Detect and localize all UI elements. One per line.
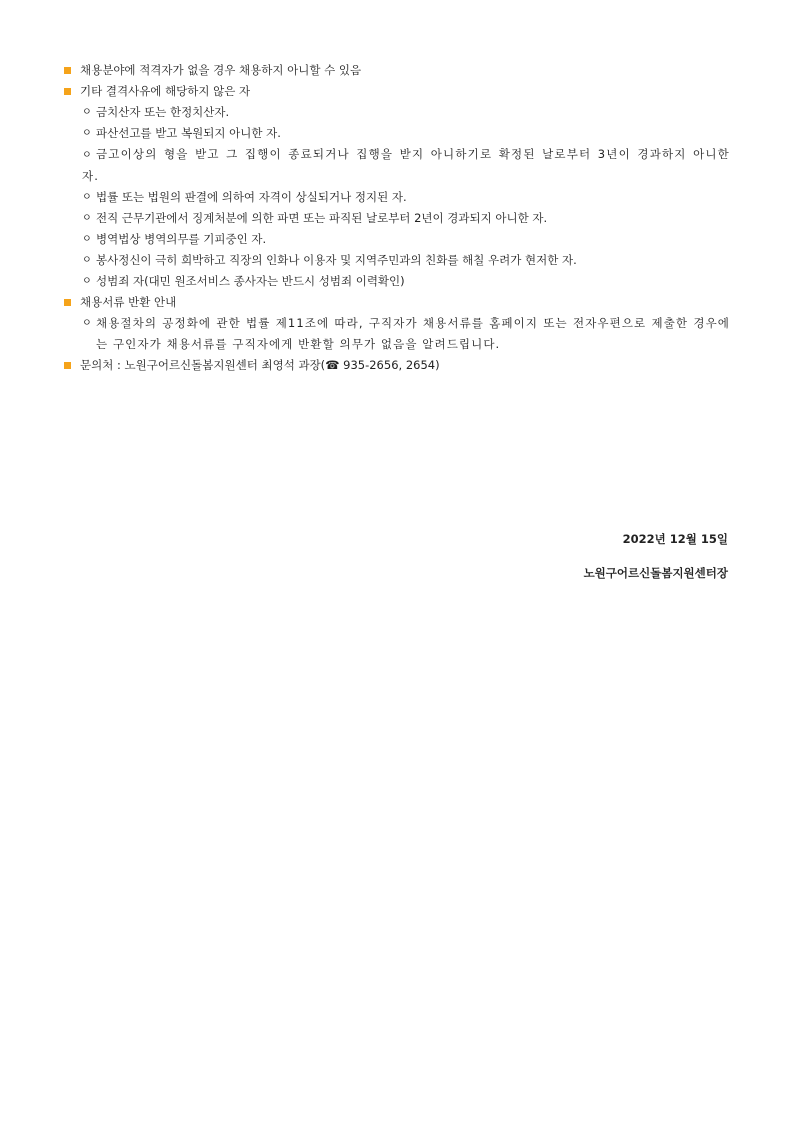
- section-heading-text: 채용서류 반환 안내: [80, 295, 177, 309]
- circle-bullet-icon: ㅇ: [82, 107, 92, 118]
- list-item: ㅇ 성범죄 자(대민 원조서비스 종사자는 반드시 성범죄 이력확인): [82, 271, 730, 292]
- circle-bullet-icon: ㅇ: [82, 150, 92, 161]
- orange-square-bullet-icon: [64, 299, 71, 306]
- section-heading-text: 기타 결격사유에 해당하지 않은 자: [80, 84, 251, 98]
- disqualification-list: [64, 102, 730, 292]
- issue-date: 2022년 12월 15일: [622, 532, 728, 546]
- section-heading-text: 채용분야에 적격자가 없을 경우 채용하지 아니할 수 있음: [80, 63, 362, 77]
- circle-bullet-icon: ㅇ: [82, 213, 92, 224]
- section-heading: [64, 81, 730, 102]
- orange-square-bullet-icon: [64, 88, 71, 95]
- orange-square-bullet-icon: [64, 67, 71, 74]
- list-item: ㅇ 금고이상의 형을 받고 그 집행이 종료되거나 집행을 받지 아니하기로 확정된 날로부터 3년이 경과하지 아니한 자.: [82, 147, 730, 183]
- circle-bullet-icon: ㅇ: [82, 192, 92, 203]
- orange-square-bullet-icon: [64, 362, 71, 369]
- circle-bullet-icon: ㅇ: [82, 318, 92, 329]
- section-heading: [64, 355, 730, 376]
- contact-info: 문의처 : 노원구어르신돌봄지원센터 최영석 과장(☎ 935-2656, 2654): [80, 358, 440, 372]
- section-heading: [64, 60, 730, 81]
- list-item: ㅇ 금치산자 또는 한정치산자.: [82, 102, 730, 123]
- list-item: ㅇ 봉사정신이 극히 희박하고 직장의 인화나 이용자 및 지역주민과의 친화를 해칠 우려가 현저한 자.: [82, 250, 730, 271]
- section-heading: [64, 292, 730, 313]
- list-item: ㅇ 채용절차의 공정화에 관한 법률 제11조에 따라, 구직자가 채용서류를 홈페이지 또는 전자우편으로 제출한 경우에는 구인자가 채용서류를 구직자에게 반환할 의무가 없음을 알려드립니다.: [82, 313, 730, 355]
- list-item: ㅇ 법률 또는 법원의 판결에 의하여 자격이 상실되거나 정지된 자.: [82, 187, 730, 208]
- list-item: ㅇ 전직 근무기관에서 징계처분에 의한 파면 또는 파직된 날로부터 2년이 경과되지 아니한 자.: [82, 208, 730, 229]
- circle-bullet-icon: ㅇ: [82, 276, 92, 287]
- circle-bullet-icon: ㅇ: [82, 255, 92, 266]
- circle-bullet-icon: ㅇ: [82, 128, 92, 139]
- list-item: ㅇ 병역법상 병역의무를 기피중인 자.: [82, 229, 730, 250]
- notice-body: [64, 60, 730, 376]
- document-return-list: [64, 313, 730, 355]
- list-item: ㅇ 파산선고를 받고 복원되지 아니한 자.: [82, 123, 730, 144]
- circle-bullet-icon: ㅇ: [82, 234, 92, 245]
- signer-name: 노원구어르신돌봄지원센터장: [583, 566, 728, 580]
